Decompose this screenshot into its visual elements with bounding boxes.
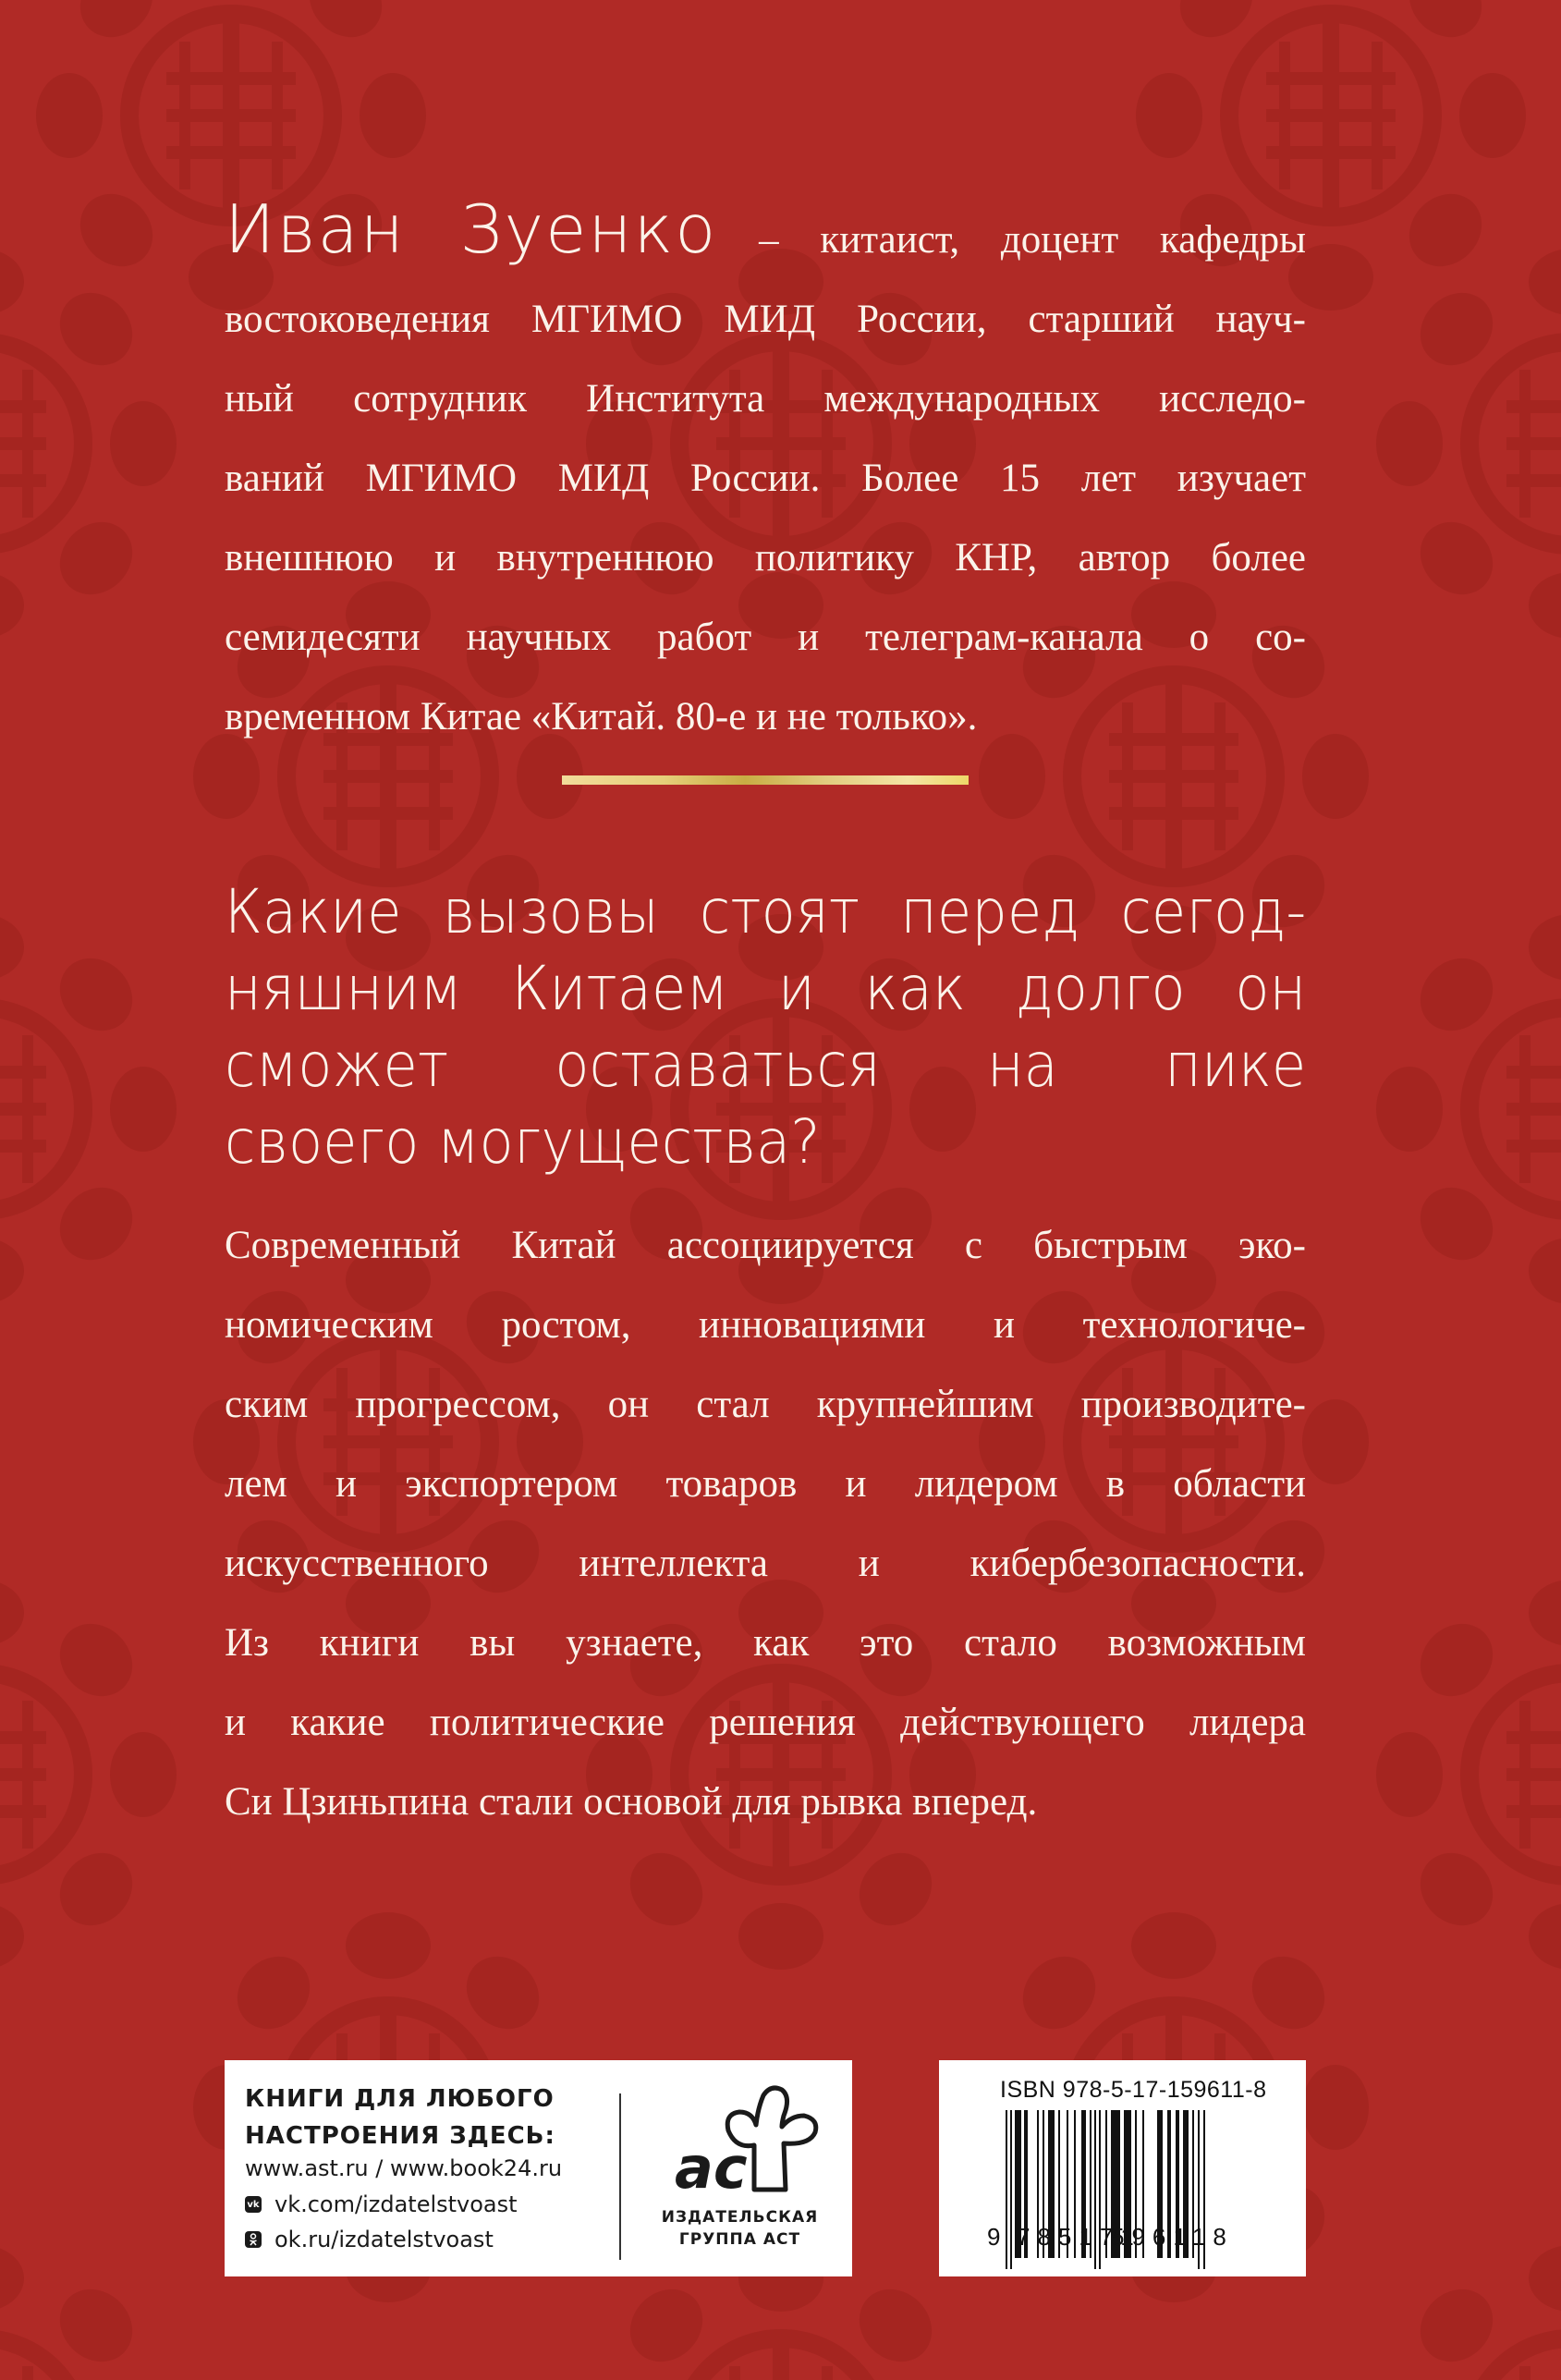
barcode-digits-left: 785171 [1017, 2223, 1141, 2251]
ok-link[interactable] [245, 2227, 494, 2252]
author-dash: – [717, 218, 821, 262]
vk-link[interactable] [245, 2191, 518, 2217]
barcode-digit-first: 9 [987, 2223, 1001, 2251]
publisher-name [636, 2206, 844, 2251]
ok-url[interactable]: ok.ru/izdatelstvoast [274, 2227, 494, 2252]
barcode-digits-right: 596118 [1111, 2223, 1234, 2251]
description-line: Современный Китай ассоциируется с быстрым эко- [225, 1224, 1306, 1267]
website-links[interactable]: www.ast.ru / www.book24.ru [245, 2155, 563, 2181]
description-line: Си Цзиньпина стали основой для рывка вперед. [225, 1780, 1038, 1824]
bio-line: востоковедения МГИМО МИД России, старший науч- [225, 298, 1306, 341]
svg-text:ac: ac [675, 2134, 748, 2202]
bio-line: ный сотрудник Института международных исследо- [225, 377, 1306, 421]
bio-line: ваний МГИМО МИД России. Более 15 лет изучает [225, 457, 1306, 500]
gold-divider [562, 775, 969, 785]
promo-heading [245, 2081, 555, 2154]
bio-line: китаист, доцент кафедры [820, 218, 1306, 262]
isbn-barcode-box [939, 2060, 1306, 2276]
ast-logo [636, 2079, 844, 2264]
publisher-promo-box [225, 2060, 852, 2276]
description-line: Из книги вы узнаете, как это стало возможным [225, 1621, 1306, 1665]
vk-icon: vk [245, 2196, 262, 2213]
bio-line: временном Китае «Китай. 80-е и не только». [225, 695, 978, 738]
book-description [225, 1206, 1306, 1842]
question-line: сможет оставаться на пике [225, 1030, 1307, 1101]
isbn-label: ISBN 978-5-17-159611-8 [1000, 2077, 1267, 2103]
bio-line: семидесяти научных работ и телеграм-канала о со- [225, 616, 1306, 659]
ast-logo-icon [636, 2079, 844, 2203]
description-line: ским прогрессом, он стал крупнейшим производите- [225, 1383, 1306, 1426]
description-line: номическим ростом, инновациями и технологиче- [225, 1303, 1306, 1347]
description-line: лем и экспортером товаров и лидером в области [225, 1462, 1306, 1506]
question-line: няшним Китаем и как долго он [225, 953, 1307, 1024]
tagline-question [225, 873, 1306, 1180]
author-name: Иван Зуенко [225, 190, 718, 268]
author-bio [225, 189, 1306, 757]
odnoklassniki-icon [245, 2231, 262, 2248]
vk-url[interactable]: vk.com/izdatelstvoast [274, 2191, 518, 2217]
description-line: и какие политические решения действующего лидера [225, 1701, 1306, 1744]
question-line: Какие вызовы стоят перед сегод- [225, 876, 1307, 947]
bio-line: внешнюю и внутреннюю политику КНР, автор более [225, 536, 1306, 580]
vertical-separator [619, 2093, 621, 2260]
question-line: своего могущества? [225, 1106, 821, 1178]
publisher-name-line: ГРУППА АСТ [678, 2230, 801, 2249]
promo-heading-line: НАСТРОЕНИЯ ЗДЕСЬ: [245, 2122, 555, 2150]
promo-heading-line: КНИГИ ДЛЯ ЛЮБОГО [245, 2085, 555, 2113]
publisher-name-line: ИЗДАТЕЛЬСКАЯ [661, 2208, 819, 2227]
description-line: искусственного интеллекта и кибербезопасности. [225, 1542, 1306, 1585]
